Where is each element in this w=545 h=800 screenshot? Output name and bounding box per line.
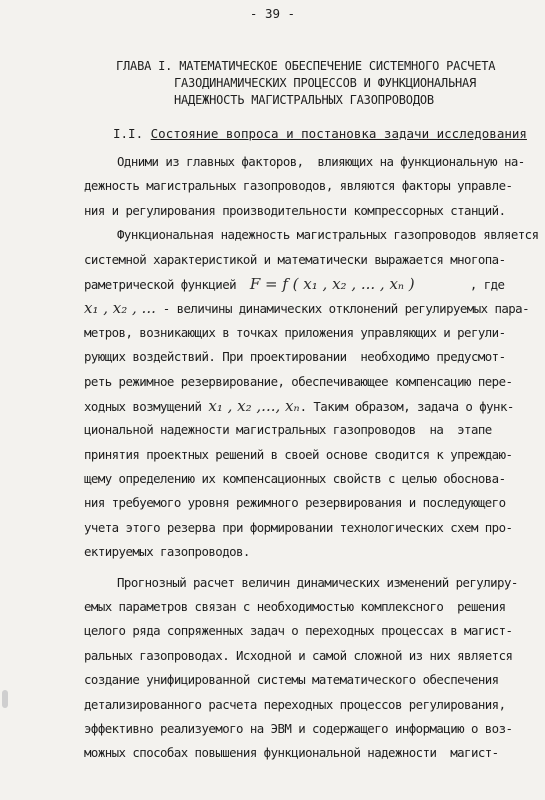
text-line: [84, 741, 524, 765]
text-line: [84, 491, 524, 515]
body-text: [84, 150, 539, 766]
text-line: [84, 540, 524, 564]
formula: F = f ( x₁ , x₂ , ... , xₙ ): [249, 274, 415, 293]
text-segment: детализированного расчета переходных процессов регулирования,: [84, 696, 506, 712]
text-segment: целого ряда сопряженных задач о переходных процессах в магист-: [84, 623, 513, 639]
text-line: [84, 516, 524, 540]
text-segment: эффективно реализуемого на ЭВМ и содержащего информацию о воз-: [84, 720, 513, 736]
text-line: [84, 321, 524, 345]
text-line: [84, 595, 524, 619]
text-segment: Одними из главных факторов, влияющих на функциональную на-: [117, 154, 525, 169]
formula: x₁ , x₂ , ...: [84, 299, 156, 318]
text-line: [84, 199, 524, 223]
formula: x₁ , x₂ ,..., xₙ: [208, 396, 300, 415]
text-segment: щему определению их компенсационных свойств с целью обоснова-: [84, 471, 506, 487]
text-line: [84, 668, 524, 692]
text-line: [84, 693, 524, 717]
text-segment: ральных газопроводах. Исходной и самой сложной из них является: [84, 647, 513, 663]
text-segment: Прогнозный расчет величин динамических изменений регулиру-: [117, 574, 518, 590]
text-segment: создание унифицированной системы математического обеспечения: [84, 672, 499, 688]
text-line: [84, 443, 524, 467]
text-segment: . Таким образом, задача о функ-: [299, 398, 514, 414]
text-segment: ния требуемого уровня режимного резервирования и последующего: [84, 495, 506, 511]
section-heading: [113, 126, 527, 141]
text-segment: Функциональная надежность магистральных газопроводов является: [117, 227, 539, 243]
text-segment: ектируемых газопроводов.: [84, 544, 250, 560]
text-segment: циональной надежности магистральных газопроводов на этапе: [84, 422, 492, 438]
text-line: [84, 571, 524, 595]
text-segment: можных способах повышения функциональной надежности магист-: [84, 745, 499, 761]
text-segment: учета этого резерва при формировании технологических схем про-: [84, 519, 513, 535]
text-segment: , где: [414, 276, 505, 292]
text-line: [84, 272, 524, 296]
chapter-heading: [116, 58, 495, 109]
chapter-heading-line: ГАЗОДИНАМИЧЕСКИХ ПРОЦЕССОВ И ФУНКЦИОНАЛЬНАЯ: [174, 76, 477, 90]
text-line: [84, 717, 524, 741]
text-line: [84, 345, 524, 369]
text-line: [84, 467, 524, 491]
text-line: [84, 370, 524, 394]
text-segment: системной характеристикой и математически выражается многопа-: [84, 251, 506, 267]
page-number: - 39 -: [249, 6, 296, 21]
text-segment: - величины динамических отклонений регулируемых пара-: [155, 301, 529, 317]
text-line: [84, 174, 524, 198]
margin-mark: [2, 690, 8, 708]
text-line: [84, 248, 524, 272]
text-segment: метров, возникающих в точках приложения управляющих и регули-: [84, 324, 506, 340]
text-segment: раметрической функцией: [84, 276, 250, 292]
chapter-heading-line: ГЛАВА I. МАТЕМАТИЧЕСКОЕ ОБЕСПЕЧЕНИЕ СИСТЕМНОГО РАСЧЕТА: [116, 59, 496, 73]
text-line: [84, 644, 524, 668]
text-segment: дежность магистральных газопроводов, являются факторы управле-: [84, 178, 513, 194]
text-line: [84, 223, 539, 247]
text-segment: рующих воздействий. При проектировании необходимо предусмот-: [84, 349, 506, 365]
text-line: [84, 418, 524, 442]
text-line: [84, 394, 524, 418]
text-segment: ходных возмущений: [84, 398, 209, 414]
text-segment: ния и регулирования производительности компрессорных станций.: [84, 202, 506, 218]
text-segment: емых параметров связан с необходимостью комплексного решения: [84, 599, 506, 615]
text-line: [84, 619, 524, 643]
chapter-heading-line: НАДЕЖНОСТЬ МАГИСТРАЛЬНЫХ ГАЗОПРОВОДОВ: [174, 93, 434, 107]
text-segment: реть режимное резервирование, обеспечивающее компенсацию пере-: [84, 373, 513, 389]
text-line: [84, 296, 529, 320]
section-number: I.I.: [113, 126, 144, 141]
text-line: [84, 150, 524, 174]
text-segment: принятия проектных решений в своей основе сводится к упреждаю-: [84, 446, 513, 462]
section-title: Состояние вопроса и постановка задачи исследования: [150, 126, 527, 141]
